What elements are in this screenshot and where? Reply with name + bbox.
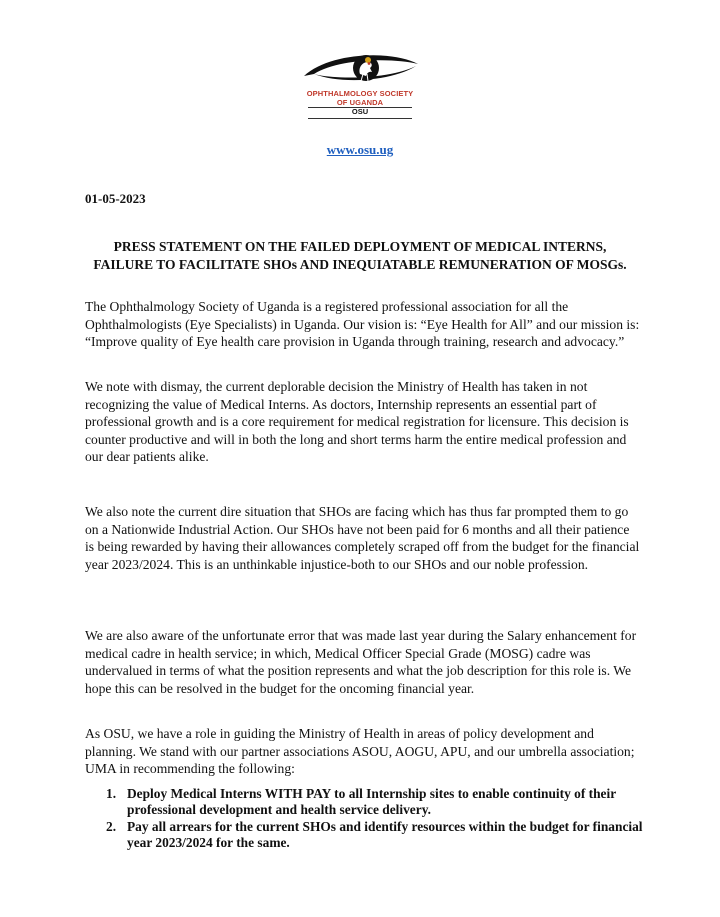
paragraph-medical-interns: We note with dismay, the current deplorable decision the Ministry of Health has taken in not recognizing the value of Medical Interns. As doctors, Internship represents an essential part of professional growth and is a core requirement for medical registration for licensure. This decision is counter productive and will in both the long and short terms harm the entire medical profession and our dear patients alike. [85, 379, 629, 464]
paragraph-osu-role: As OSU, we have a role in guiding the Ministry of Health in areas of policy development and planning. We stand with our partner associations ASOU, AOGU, APU, and our umbrella association; UMA in recommending the following: [85, 726, 635, 776]
paragraph-mosg: We are also aware of the unfortunate error that was made last year during the Salary enhancement for medical cadre in health service; in which, Medical Officer Special Grade (MOSG) cadre was undervalued in terms of what the position represents and what the job description for this role is. We hope this can be resolved in the budget for the oncoming financial year. [85, 628, 637, 696]
list-item-text: Pay all arrears for the current SHOs and identify resources within the budget for financial year 2023/2024 for the same. [127, 819, 643, 850]
logo-abbreviation: OSU [351, 107, 369, 116]
paragraph-shos: We also note the current dire situation that SHOs are facing which has thus far prompted them to go on a Nationwide Industrial Action. Our SHOs have not been paid for 6 months and all their patience is being rewarded by having their allowances completely scraped off from the budget for the financial year 2023/2024. This is an unthinkable injustice-both to our SHOs and our noble profession. [85, 504, 640, 572]
list-item-number: 2. [106, 819, 117, 834]
list-item-number: 1. [106, 786, 117, 801]
paragraph-about-osu: The Ophthalmology Society of Uganda is a registered professional association for all the Ophthalmologists (Eye Specialists) in Uganda. Our vision is: “Eye Health for All” and our mission is: “Improve quality of Eye health care provision in Uganda through training, research and advocacy.” [85, 299, 640, 349]
press-statement-title: PRESS STATEMENT ON THE FAILED DEPLOYMENT OF MEDICAL INTERNS, FAILURE TO FACILITATE SHOs AND INEQUIATABLE REMUNERATION OF MOSGs. [93, 239, 627, 272]
list-item [85, 819, 645, 851]
list-item [85, 786, 645, 818]
list-item-text: Deploy Medical Interns WITH PAY to all Internship sites to enable continuity of their professional development and health service delivery. [127, 786, 616, 817]
statement-date: 01-05-2023 [85, 191, 146, 206]
logo-divider [308, 118, 412, 119]
osu-logo [290, 50, 430, 140]
recommendations-list [85, 786, 645, 852]
website-link[interactable]: www.osu.ug [326, 142, 394, 157]
logo-name-line1: OPHTHALMOLOGY SOCIETY [306, 89, 414, 98]
logo-name-line2: OF UGANDA [336, 98, 384, 107]
eye-with-crested-crane-icon [300, 50, 420, 88]
